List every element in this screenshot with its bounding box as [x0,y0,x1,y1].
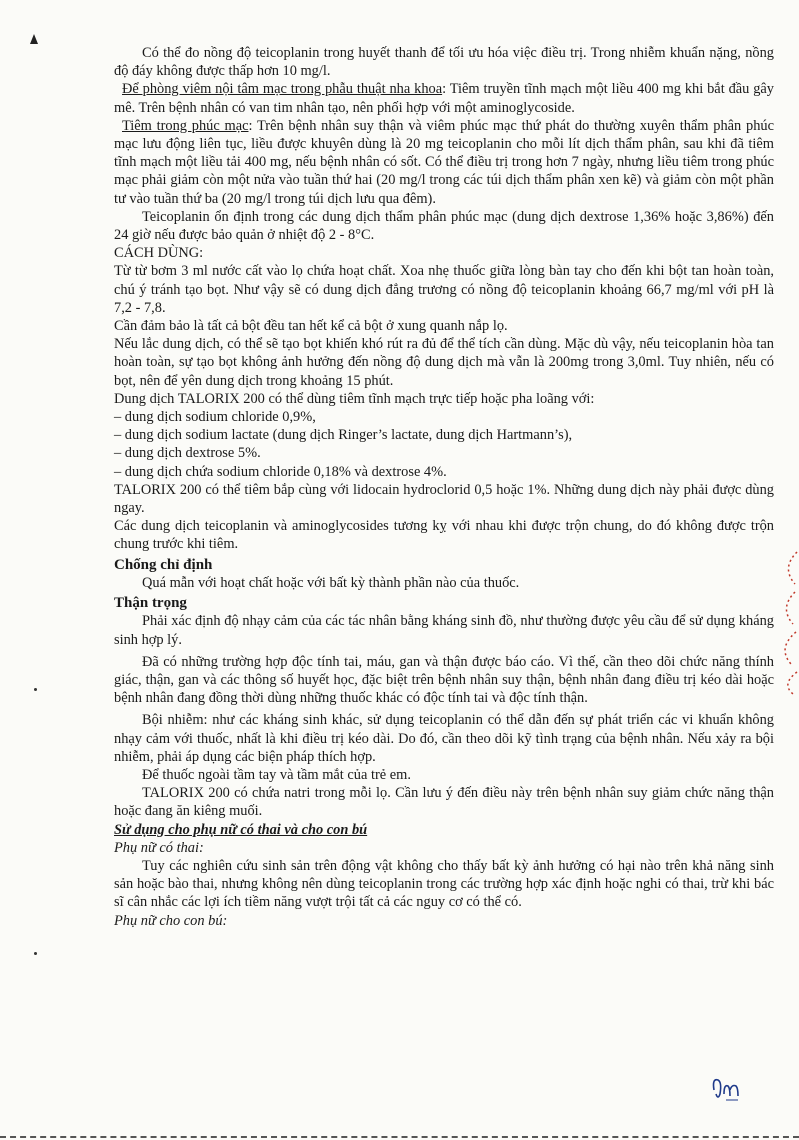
scan-mark-icon [30,34,38,44]
list-item: – dung dịch sodium chloride 0,9%, [114,409,316,426]
list-item: – dung dịch sodium lactate (dung dịch Ringer’s lactate, dung dịch Hartmann’s), [114,427,573,444]
paragraph: Quá mẫn với hoạt chất hoặc với bất kỳ thành phần nào của thuốc. [142,574,520,591]
paragraph-text: : Tiêm truyền tĩnh mạch một liều 400 mg khi bắt đầu gây mê. Trên bệnh nhân có van tim nhân tạo, nên phối hợp với một aminoglycoside. [114,81,774,116]
document-body [114,44,774,930]
paragraph [114,117,774,208]
paragraph: Teicoplanin ổn định trong các dung dịch thẩm phân phúc mạc (dung dịch dextrose 1,36% hoặc 3,86%) đến 24 giờ nếu được bảo quản ở nhiệt độ 2 - 8°C. [114,208,774,244]
paragraph: Cần đảm bảo là tất cả bột đều tan hết kể cả bột ở xung quanh nắp lọ. [114,318,508,335]
page-bottom-edge [0,1136,799,1138]
list-item: – dung dịch chứa sodium chloride 0,18% và dextrose 4%. [114,463,447,480]
paragraph [114,80,774,116]
underlined-label: Để phòng viêm nội tâm mạc trong phẫu thuật nha khoa [122,81,443,98]
underlined-label: Tiêm trong phúc mạc [122,117,249,134]
paragraph: Phải xác định độ nhạy cảm của các tác nhân bằng kháng sinh đồ, như thường được yêu cầu để sử dụng kháng sinh hợp lý. [114,613,774,648]
paragraph: Đã có những trường hợp độc tính tai, máu, gan và thận được báo cáo. Vì thế, cần theo dõi chức năng thính giác, thận, gan và các thông số huyết học, đặc biệt trên bệnh nhân suy thận, bệnh nhân đang điều trị kéo dài hoặc bệnh nhân đang đồng thời dùng những thuốc khác có độc tính tai và độc tính thận. [114,653,774,707]
paragraph: Dung dịch TALORIX 200 có thể dùng tiêm tĩnh mạch trực tiếp hoặc pha loãng với: [114,390,595,407]
paragraph: Từ từ bơm 3 ml nước cất vào lọ chứa hoạt chất. Xoa nhẹ thuốc giữa lòng bàn tay cho đến khi bột tan hoàn toàn, chú ý tránh tạo bọt. Như vậy sẽ có dung dịch đẳng trương có nồng độ teicoplanin khoảng 66,7 mg/ml với pH là 7,2 - 7,8. [114,263,774,316]
section-heading-cach-dung: CÁCH DÙNG: [114,245,204,262]
subheading-pregnant: Phụ nữ có thai: [114,839,204,856]
paragraph-text: : Trên bệnh nhân suy thận và viêm phúc mạc thứ phát do thường xuyên thẩm phân phúc mạc lưu động liên tục, liều được khuyên dùng là 20 mg teicoplanin cho mỗi lít dịch thẩm phân, sau khi đã tiêm tĩnh mạch một liều tải 400 mg, nếu bệnh nhân có sốt. Có thể điều trị trong hơn 7 ngày, nhưng liều tiêm trong phúc mạc phải giảm còn một nửa vào tuần thứ hai (20 mg/l trong các túi dịch thẩm phân xen kẽ) và giảm còn một phần tư vào tuần thứ ba (20 mg/l trong túi dịch lưu qua đêm). [114,117,774,207]
paragraph: Có thể đo nồng độ teicoplanin trong huyết thanh để tối ưu hóa việc điều trị. Trong nhiễm khuẩn nặng, nồng độ đáy không được thấp hơn 10 mg/l. [114,45,774,80]
paragraph: Nếu lắc dung dịch, có thể sẽ tạo bọt khiến khó rút ra đủ để thể tích cần dùng. Mặc dù vậy, nếu teicoplanin hòa tan hoàn toàn, sự tạo bọt không ảnh hưởng đến nồng độ dung dịch mà vẫn là 200mg trong 3,0ml. Tuy nhiên, nếu có bọt, nên để yên dung dịch trong khoảng 15 phút. [114,336,774,389]
section-heading-chong-chi-dinh: Chống chỉ định [114,556,213,573]
paragraph: Để thuốc ngoài tầm tay và tầm mắt của trẻ em. [142,766,411,783]
paragraph: TALORIX 200 có chứa natri trong mỗi lọ. Cần lưu ý đến điều này trên bệnh nhân suy giảm chức năng thận hoặc đang ăn kiêng muối. [114,785,774,820]
subheading-breastfeeding: Phụ nữ cho con bú: [114,912,228,929]
paragraph: Bội nhiễm: như các kháng sinh khác, sử dụng teicoplanin có thể dẫn đến sự phát triển các vi khuẩn không nhạy cảm với thuốc, nhất là khi điều trị kéo dài. Do đó, cần theo dõi kỹ tình trạng của bệnh nhân. Nếu xảy ra bội nhiễm, phải áp dụng các biện pháp thích hợp. [114,712,774,765]
handwritten-initials-icon [708,1072,748,1102]
scan-dot [34,952,37,955]
list-item: – dung dịch dextrose 5%. [114,445,261,462]
scan-dot [34,688,37,691]
paragraph: TALORIX 200 có thể tiêm bắp cùng với lidocain hydroclorid 0,5 hoặc 1%. Những dung dịch này phải được dùng ngay. [114,481,774,517]
paragraph: Các dung dịch teicoplanin và aminoglycosides tương kỵ với nhau khi được trộn chung, do đó không được trộn chung trước khi tiêm. [114,518,774,553]
section-heading-than-trong: Thận trọng [114,595,187,612]
paragraph: Tuy các nghiên cứu sinh sản trên động vật không cho thấy bất kỳ ảnh hưởng có hại nào trên khả năng sinh sản hoặc bào thai, nhưng không nên dùng teicoplanin trong các trường hợp xác định hoặc nghi có thai, trừ khi bác sĩ cân nhắc các lợi ích tiềm năng vượt trội tất cả các nguy cơ có thể có. [114,857,774,911]
section-heading-pregnancy: Sử dụng cho phụ nữ có thai và cho con bú [114,821,368,838]
